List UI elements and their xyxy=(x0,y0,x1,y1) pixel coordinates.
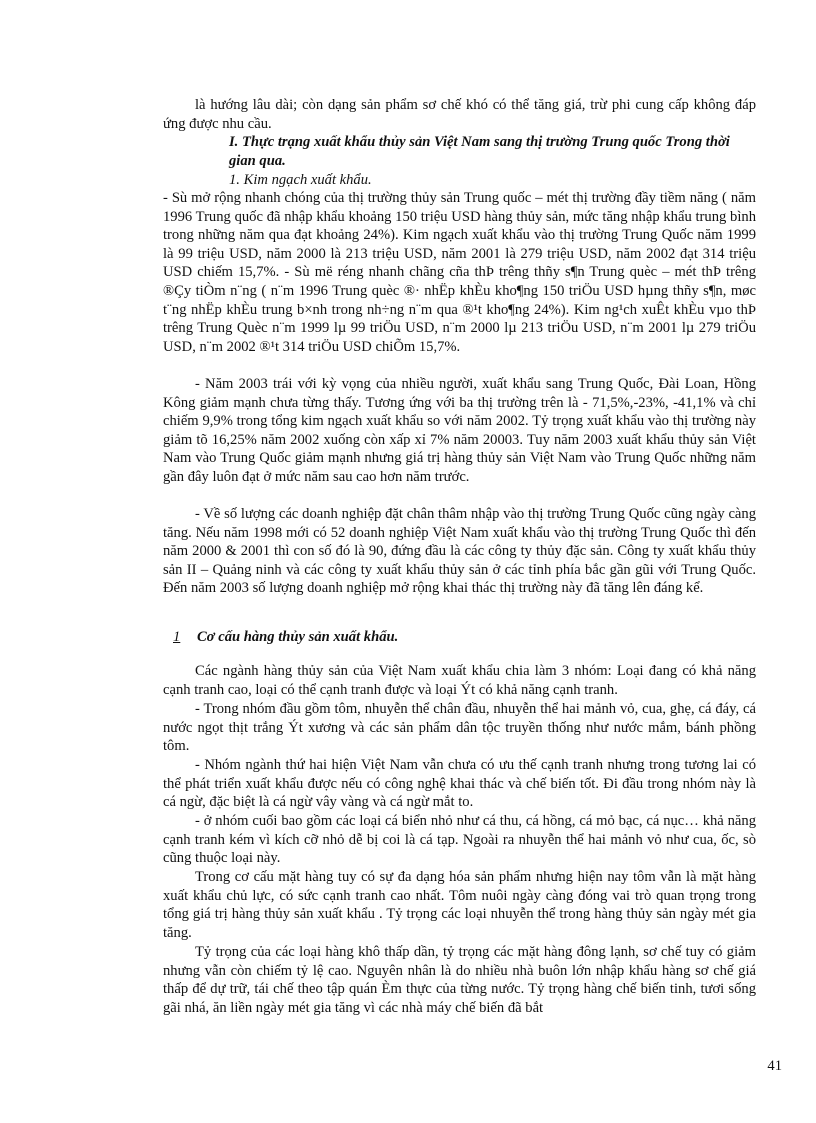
subsection-heading-2 xyxy=(173,628,398,647)
paragraph-last-group: - ở nhóm cuối bao gồm các loại cá biển nhỏ như cá thu, cá hồng, cá mỏ bạc, cá nục… khả năng cạnh tranh kém vì kích cỡ nhỏ dễ bị coi là cá tạp. Ngoài ra nhuyễn thể hai mảnh vỏ như cua, ốc, sò cũng thuộc loại này. xyxy=(163,813,756,867)
paragraph-export-value: - Sù mở rộng nhanh chóng của thị trường thủy sản Trung quốc – mét thị trường đầy tiềm năng ( năm 1996 Trung quốc đã nhập khẩu khoảng 150 triệu USD hàng thủy sản, mức tăng nhập khẩu trung bình trong những năm qua đạt khoảng 24%). Kim ngạch xuất khẩu vào thị trường Trung Quốc năm 1999 là 99 triệu USD, năm 2000 là 213 triệu USD, năm 2001 là 279 triệu USD, năm 2002 đạt 314 triệu USD chiếm 15,7%. - Sù më réng nhanh chãng cña thÞ trêng thñy s¶n Trung quèc – mét thÞ trêng ®Çy tiÒm n¨ng ( n¨m 1996 Trung quèc ®· nhËp khÈu kho¶ng 150 triÖu USD hµng thñy s¶n, møc t¨ng nhËp khÈu trung b×nh trong nh÷ng n¨m qua ®¹t kho¶ng 24%). Kim ng¹ch xuÊt khÈu vµo thÞ trêng Trung Quèc n¨m 1999 lµ 99 triÖu USD, n¨m 2000 lµ 213 triÖu USD, n¨m 2001 lµ 279 triÖu USD, n¨m 2002 ®¹t 314 triÖu USD chiÕm 15,7%. xyxy=(163,190,756,355)
paragraph-2003-decline: - Năm 2003 trái với kỳ vọng của nhiều người, xuất khẩu sang Trung Quốc, Đài Loan, Hồng Kông giảm mạnh chưa từng thấy. Tương ứng với ba thị trường trên là - 71,5%,-23%, -41,1% và chỉ chiếm 9,9% trong tổng kim ngạch xuất khẩu so với năm 2002. Tỷ trọng xuất khẩu vào thị trường này giảm tõ 16,25% năm 2002 xuống còn xấp xỉ 7% năm 20003. Tuy năm 2003 xuất khẩu thủy sản Việt Nam vào Trung Quốc giảm mạnh nhưng giá trị hàng thủy sản Việt Nam vào Trung Quốc những năm gần đây luôn đạt ở mức năm sau cao hơn năm trước. xyxy=(163,376,756,485)
subsection-2-number: 1 xyxy=(173,629,181,645)
paragraph-shrimp: Trong cơ cấu mặt hàng tuy có sự đa dạng hóa sản phẩm nhưng hiện nay tôm vẫn là mặt hàng xuất khẩu chủ lực, có sức cạnh tranh cao nhất. Tôm nuôi ngày càng đóng vai trò quan trọng trong tổng giá trị hàng thủy sản xuất khẩu . Tỷ trọng các loại nhuyễn thể trong hàng thủy sản ngày mét gia tăng. xyxy=(163,869,756,941)
section-heading: I. Thực trạng xuất khẩu thủy sản Việt Nam sang thị trường Trung quốc Trong thời gian qua. xyxy=(229,134,730,169)
subsection-heading-1: 1. Kim ngạch xuất khẩu. xyxy=(229,172,372,188)
intro-paragraph: là hướng lâu dài; còn dạng sản phẩm sơ chế khó có thể tăng giá, trừ phi cung cấp không đáp ứng được nhu cầu. xyxy=(163,97,756,132)
paragraph-product-ratio: Tỷ trọng của các loại hàng khô thấp dần, tỷ trọng các mặt hàng đông lạnh, sơ chế tuy có giảm nhưng vẫn còn chiếm tỷ lệ cao. Nguyên nhân là do nhiều nhà buôn lớn nhập khẩu hàng sơ chế giá thấp để dự trữ, tái chế theo tập quán Èm thực của từng nước. Tỷ trọng hàng chế biến tinh, tươi sống gãi nhá, ăn liền ngày mét gia tăng vì các nhà máy chế biến đã bắt xyxy=(163,944,756,1016)
subsection-2-title: Cơ cấu hàng thủy sản xuất khẩu. xyxy=(197,629,399,645)
paragraph-second-group: - Nhóm ngành thứ hai hiện Việt Nam vẫn chưa có ưu thế cạnh tranh nhưng trong tương lai có thể phát triển xuất khẩu được nếu có công nghệ khai thác và chế biến tốt. Đi đầu trong nhóm này là cá ngừ, đặc biệt là cá ngừ vây vàng và cá ngừ mắt to. xyxy=(163,757,756,811)
paragraph-product-groups: Các ngành hàng thủy sản của Việt Nam xuất khẩu chia làm 3 nhóm: Loại đang có khả năng cạnh tranh cao, loại có thể cạnh tranh được và loại Ýt có khả năng cạnh tranh. xyxy=(163,663,756,698)
page-number: 41 xyxy=(767,1058,782,1074)
paragraph-enterprises: - Về số lượng các doanh nghiệp đặt chân thâm nhập vào thị trường Trung Quốc cũng ngày càng tăng. Nếu năm 1998 mới có 52 doanh nghiệp Việt Nam xuất khẩu vào thị trường Trung Quốc thì đến năm 2000 & 2001 thì con số đó là 90, đứng đầu là các công ty thủy đặc sản. Công ty xuất khẩu thủy sản II – Quảng ninh và các công ty xuất khẩu thủy sản ở các tỉnh phía bắc gần gũi với Trung Quốc. Đến năm 2003 số lượng doanh nghiệp mở rộng khai thác thị trường này đã tăng lên đáng kể. xyxy=(163,506,756,597)
paragraph-first-group: - Trong nhóm đầu gồm tôm, nhuyễn thể chân đầu, nhuyễn thể hai mảnh vỏ, cua, ghẹ, cá đáy, cá nước ngọt thịt trắng Ýt xương và các sản phẩm dân tộc truyền thống như nước mắm, bánh phồng tôm. xyxy=(163,701,756,755)
